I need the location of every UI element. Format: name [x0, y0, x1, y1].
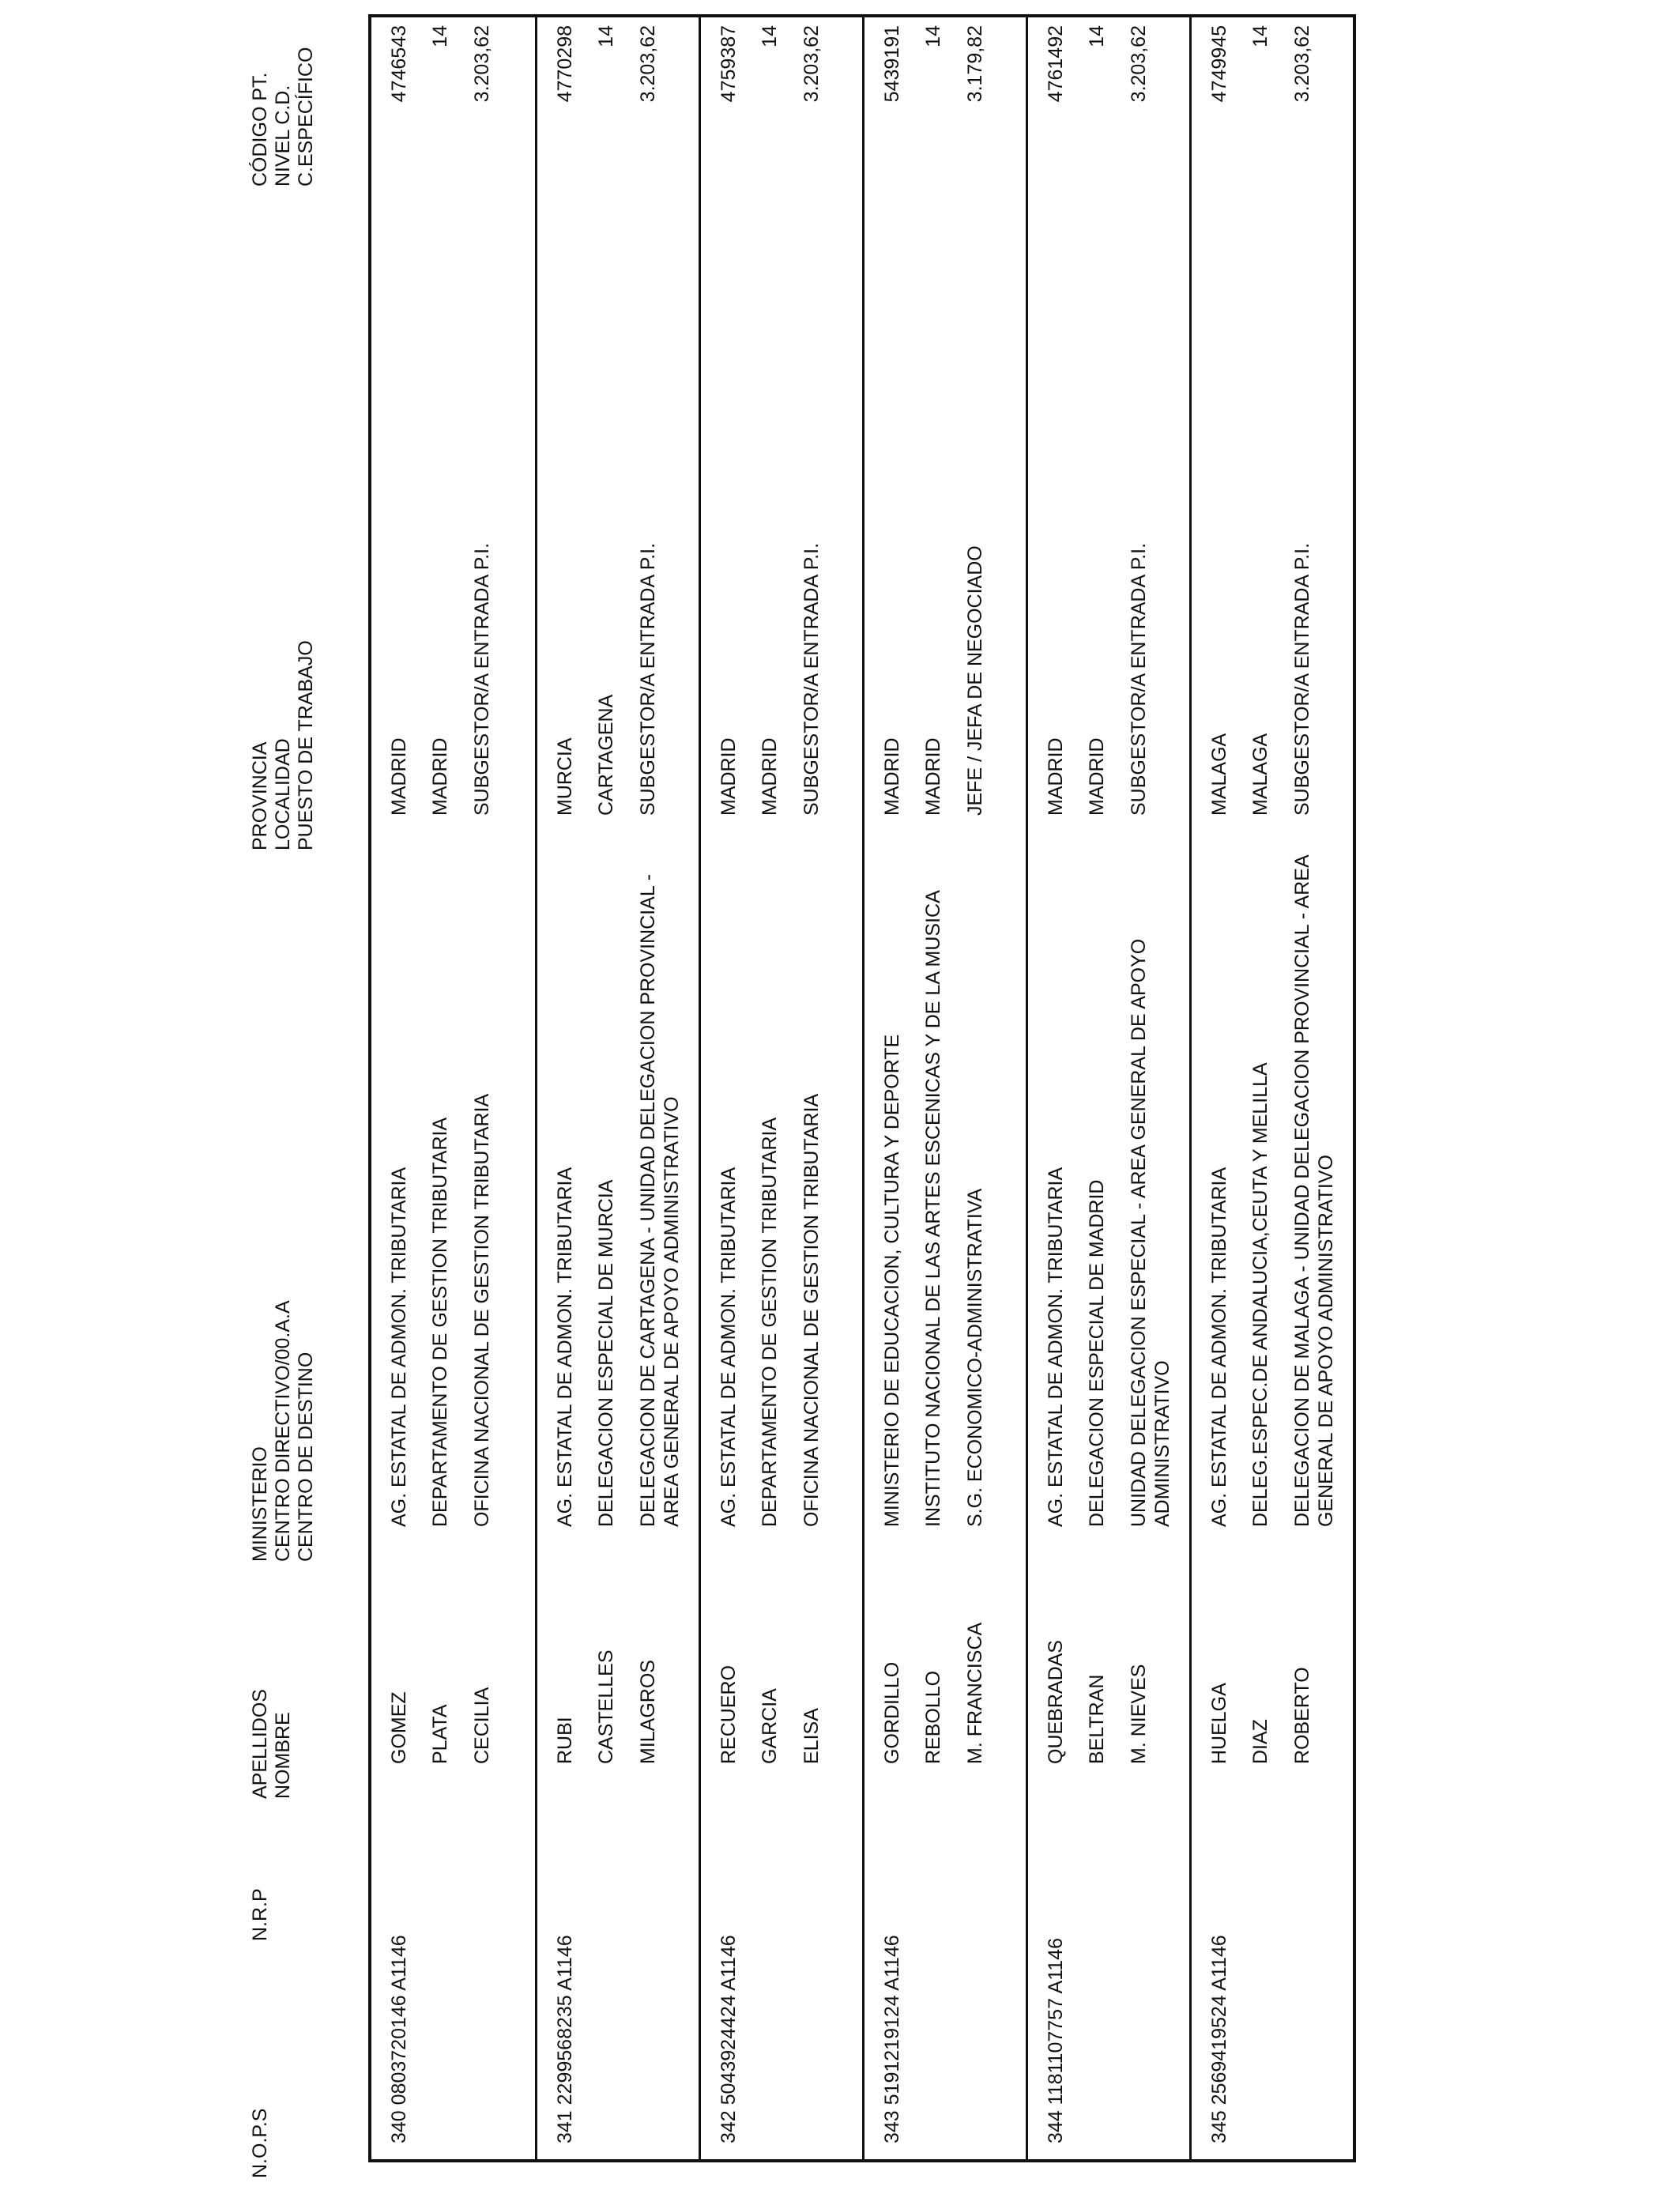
apellido-2: BELTRAN	[1086, 1674, 1108, 1764]
records-table	[368, 14, 1356, 2162]
nombre: M. FRANCISCA	[964, 1622, 986, 1764]
table-row	[699, 17, 862, 2159]
centro-directivo: DEPARTAMENTO DE GESTION TRIBUTARIA	[429, 1117, 451, 1527]
header-nops: N.O.P.S	[249, 2108, 271, 2178]
apellido-2: CASTELLES	[595, 1649, 617, 1764]
complemento-especifico: 3.179,82	[964, 25, 986, 103]
nivel-cd: 14	[759, 25, 781, 47]
centro-destino: UNIDAD DELEGACION ESPECIAL - AREA GENERAL DE APOYO ADMINISTRATIVO	[1128, 938, 1173, 1527]
centro-directivo: DELEG.ESPEC.DE ANDALUCIA,CEUTA Y MELILLA	[1249, 1062, 1271, 1527]
localidad: MADRID	[1086, 737, 1108, 816]
nops-nrp: 344 1181107757 A1146	[1045, 1938, 1067, 2143]
codigo-pt: 4759387	[718, 25, 740, 103]
nops-nrp: 343 5191219124 A1146	[881, 1935, 903, 2143]
header-provincia: PROVINCIA LOCALIDAD PUESTO DE TRABAJO	[249, 640, 317, 850]
apellido-2: PLATA	[429, 1704, 451, 1764]
table-row	[862, 17, 1026, 2159]
nops-nrp: 340 0803720146 A1146	[388, 1935, 410, 2143]
codigo-pt: 4770298	[554, 25, 576, 103]
localidad: MALAGA	[1249, 733, 1271, 816]
complemento-especifico: 3.203,62	[1128, 25, 1150, 103]
centro-directivo: DELEGACION ESPECIAL DE MURCIA	[595, 1179, 617, 1527]
table-row	[535, 17, 699, 2159]
table-row	[1189, 17, 1353, 2159]
apellido-1: GORDILLO	[881, 1661, 903, 1764]
apellido-1: RUBI	[554, 1717, 576, 1764]
table-row	[1026, 17, 1189, 2159]
provincia: MALAGA	[1208, 733, 1230, 816]
nombre: ROBERTO	[1291, 1667, 1313, 1764]
ministerio: AG. ESTATAL DE ADMON. TRIBUTARIA	[1208, 1167, 1230, 1527]
nivel-cd: 14	[595, 25, 617, 47]
centro-directivo: DEPARTAMENTO DE GESTION TRIBUTARIA	[759, 1117, 781, 1527]
nivel-cd: 14	[1086, 25, 1108, 47]
centro-destino: DELEGACION DE CARTAGENA - UNIDAD DELEGACION PROVINCIAL - AREA GENERAL DE APOYO ADMINISTRATIVO	[637, 873, 683, 1527]
nombre: M. NIEVES	[1128, 1664, 1150, 1764]
localidad: MADRID	[429, 737, 451, 816]
nops-nrp: 345 2569419524 A1146	[1208, 1935, 1230, 2143]
table-header	[249, 0, 352, 2194]
puesto-trabajo: SUBGESTOR/A ENTRADA P.I.	[471, 542, 493, 816]
puesto-trabajo: JEFE / JEFA DE NEGOCIADO	[964, 545, 986, 816]
puesto-trabajo: SUBGESTOR/A ENTRADA P.I.	[1291, 542, 1313, 816]
nivel-cd: 14	[1249, 25, 1271, 47]
nombre: MILAGROS	[637, 1660, 659, 1764]
provincia: MADRID	[718, 737, 740, 816]
complemento-especifico: 3.203,62	[471, 25, 493, 103]
apellido-1: RECUERO	[718, 1664, 740, 1764]
puesto-trabajo: SUBGESTOR/A ENTRADA P.I.	[1128, 542, 1150, 816]
codigo-pt: 4746543	[388, 25, 410, 103]
nombre: ELISA	[800, 1708, 823, 1764]
provincia: MADRID	[881, 737, 903, 816]
nivel-cd: 14	[922, 25, 944, 47]
apellido-2: GARCIA	[759, 1688, 781, 1764]
localidad: MADRID	[922, 737, 944, 816]
ministerio: AG. ESTATAL DE ADMON. TRIBUTARIA	[1045, 1167, 1067, 1527]
centro-destino: S.G. ECONOMICO-ADMINISTRATIVA	[964, 1188, 986, 1527]
header-ministerio: MINISTERIO CENTRO DIRECTIVO/00.A.A CENTRO DE DESTINO	[249, 1300, 317, 1562]
nops-nrp: 342 5043924424 A1146	[718, 1935, 740, 2143]
header-nrp: N.R.P	[249, 1888, 271, 1941]
codigo-pt: 5439191	[881, 25, 903, 103]
centro-directivo: DELEGACION ESPECIAL DE MADRID	[1086, 1179, 1108, 1527]
puesto-trabajo: SUBGESTOR/A ENTRADA P.I.	[800, 542, 823, 816]
apellido-2: REBOLLO	[922, 1670, 944, 1764]
complemento-especifico: 3.203,62	[1291, 25, 1313, 103]
apellido-1: QUEBRADAS	[1045, 1640, 1067, 1764]
complemento-especifico: 3.203,62	[637, 25, 659, 103]
ministerio: MINISTERIO DE EDUCACION, CULTURA Y DEPORTE	[881, 1034, 903, 1527]
provincia: MURCIA	[554, 737, 576, 816]
codigo-pt: 4761492	[1045, 25, 1067, 103]
centro-destino: OFICINA NACIONAL DE GESTION TRIBUTARIA	[800, 1093, 823, 1527]
centro-directivo: INSTITUTO NACIONAL DE LAS ARTES ESCENICAS Y DE LA MUSICA	[922, 890, 944, 1527]
nops-nrp: 341 2299568235 A1146	[554, 1935, 576, 2143]
nivel-cd: 14	[429, 25, 451, 47]
codigo-pt: 4749945	[1208, 25, 1230, 103]
header-apellidos-nombre: APELLIDOS NOMBRE	[249, 1689, 294, 1799]
complemento-especifico: 3.203,62	[800, 25, 823, 103]
ministerio: AG. ESTATAL DE ADMON. TRIBUTARIA	[554, 1167, 576, 1527]
nombre: CECILIA	[471, 1687, 493, 1764]
centro-destino: OFICINA NACIONAL DE GESTION TRIBUTARIA	[471, 1093, 493, 1527]
ministerio: AG. ESTATAL DE ADMON. TRIBUTARIA	[718, 1167, 740, 1527]
puesto-trabajo: SUBGESTOR/A ENTRADA P.I.	[637, 542, 659, 816]
ministerio: AG. ESTATAL DE ADMON. TRIBUTARIA	[388, 1167, 410, 1527]
apellido-1: HUELGA	[1208, 1683, 1230, 1764]
localidad: MADRID	[759, 737, 781, 816]
apellido-2: DIAZ	[1249, 1719, 1271, 1764]
provincia: MADRID	[1045, 737, 1067, 816]
centro-destino: DELEGACION DE MALAGA - UNIDAD DELEGACION PROVINCIAL - AREA GENERAL DE APOYO ADMINISTRATIVO	[1291, 855, 1337, 1527]
table-row	[371, 17, 535, 2159]
apellido-1: GOMEZ	[388, 1691, 410, 1764]
localidad: CARTAGENA	[595, 694, 617, 816]
header-codigo: CÓDIGO PT. NIVEL C.D. C.ESPECÍFICO	[249, 47, 317, 187]
provincia: MADRID	[388, 737, 410, 816]
